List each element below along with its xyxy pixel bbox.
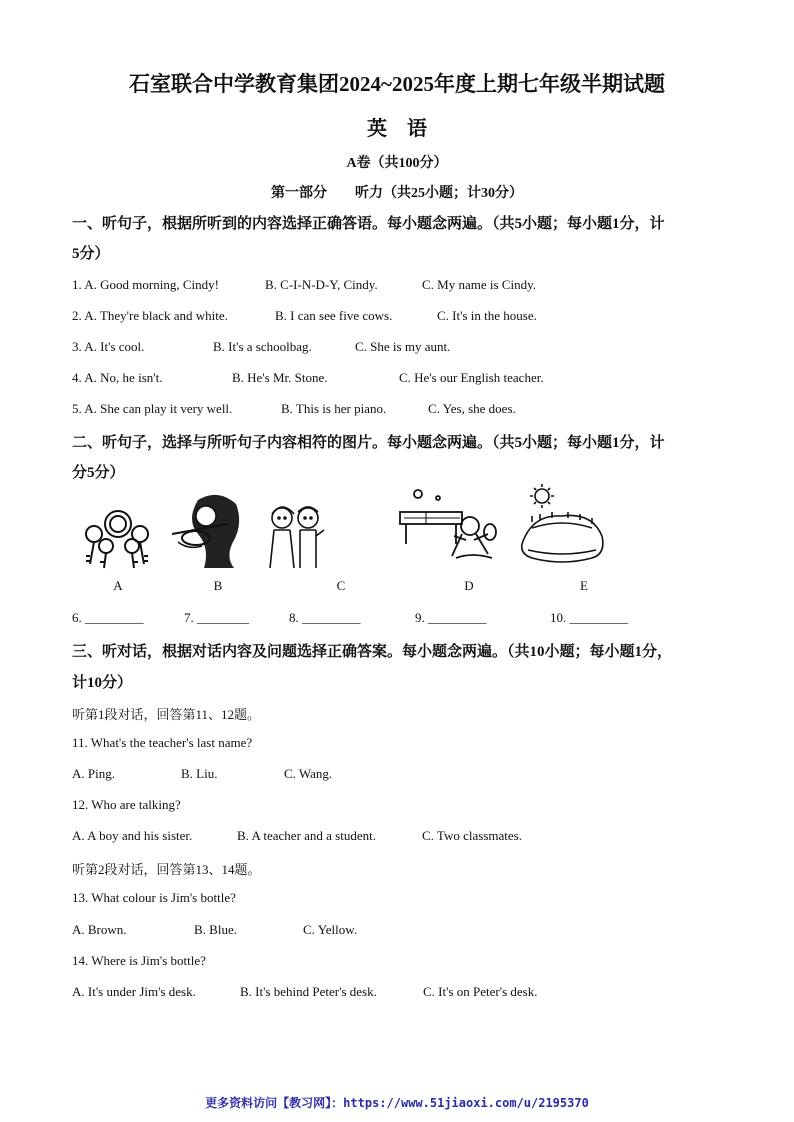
violin-player-icon xyxy=(168,490,248,570)
option-b: B. C-I-N-D-Y, Cindy. xyxy=(265,277,378,292)
q14-option-b: B. It's behind Peter's desk. xyxy=(240,984,377,999)
answer-blank-7[interactable]: 7. ________ xyxy=(184,610,249,625)
option-a: 4. A. No, he isn't. xyxy=(72,370,163,385)
q12-option-a: A. A boy and his sister. xyxy=(72,828,193,843)
ping-pong-icon xyxy=(396,488,506,570)
option-a: 2. A. They're black and white. xyxy=(72,308,228,323)
option-a: 3. A. It's cool. xyxy=(72,339,145,354)
picture-label-c: C xyxy=(336,578,346,593)
section3-heading-line2: 计10分） xyxy=(72,675,133,691)
part-title: 第一部分 听力（共25小题；计30分） xyxy=(271,186,523,201)
q12-option-b: B. A teacher and a student. xyxy=(237,828,376,843)
option-c: C. My name is Cindy. xyxy=(422,277,536,292)
q13-option-a: A. Brown. xyxy=(72,922,127,937)
question-14: 14. Where is Jim's bottle? xyxy=(72,953,206,968)
option-c: C. He's our English teacher. xyxy=(399,370,544,385)
island-sun-icon xyxy=(518,484,608,570)
picture-label-b: B xyxy=(213,578,223,593)
keys-icon xyxy=(78,506,158,570)
footer-link[interactable]: 更多资料访问【教习网】：https://www.51jiaoxi.com/u/2195370 xyxy=(205,1096,589,1110)
picture-label-a: A xyxy=(113,578,123,593)
option-b: B. I can see five cows. xyxy=(275,308,393,323)
question-11: 11. What's the teacher's last name? xyxy=(72,735,253,750)
option-b: B. It's a schoolbag. xyxy=(213,339,312,354)
option-c: C. Yes, she does. xyxy=(428,401,516,416)
q14-option-c: C. It's on Peter's desk. xyxy=(423,984,538,999)
two-kids-icon xyxy=(264,500,324,570)
q13-option-c: C. Yellow. xyxy=(303,922,358,937)
question-12: 12. Who are talking? xyxy=(72,797,181,812)
q11-option-a: A. Ping. xyxy=(72,766,115,781)
picture-label-d: D xyxy=(464,578,474,593)
dialog1-intro: 听第1段对话，回答第11、12题。 xyxy=(72,707,261,722)
option-c: C. It's in the house. xyxy=(437,308,537,323)
section1-heading-line2: 5分） xyxy=(72,246,110,262)
option-c: C. She is my aunt. xyxy=(355,339,451,354)
section2-heading-line1: 二、听句子，选择与所听句子内容相符的图片。每小题念两遍。（共5小题；每小题1分，计 xyxy=(72,435,665,451)
answer-blank-6[interactable]: 6. _________ xyxy=(72,610,144,625)
option-b: B. This is her piano. xyxy=(281,401,387,416)
picture-label-e: E xyxy=(580,578,588,593)
section3-heading-line1: 三、听对话，根据对话内容及问题选择正确答案。每小题念两遍。（共10小题；每小题1分， xyxy=(72,644,673,660)
option-b: B. He's Mr. Stone. xyxy=(232,370,328,385)
subject-title: 英 语 xyxy=(367,118,427,140)
q11-option-b: B. Liu. xyxy=(181,766,218,781)
question-13: 13. What colour is Jim's bottle? xyxy=(72,890,236,905)
option-a: 5. A. She can play it very well. xyxy=(72,401,233,416)
answer-blank-9[interactable]: 9. _________ xyxy=(415,610,487,625)
answer-blank-8[interactable]: 8. _________ xyxy=(289,610,361,625)
q11-option-c: C. Wang. xyxy=(284,766,333,781)
answer-blank-10[interactable]: 10. _________ xyxy=(550,610,628,625)
q12-option-c: C. Two classmates. xyxy=(422,828,522,843)
q14-option-a: A. It's under Jim's desk. xyxy=(72,984,196,999)
volume-title: A卷（共100分） xyxy=(346,156,448,171)
q13-option-b: B. Blue. xyxy=(194,922,237,937)
option-a: 1. A. Good morning, Cindy! xyxy=(72,277,219,292)
page-title: 石室联合中学教育集团2024~2025年度上期七年级半期试题 xyxy=(129,72,665,96)
section2-heading-line2: 分5分） xyxy=(72,465,125,481)
dialog2-intro: 听第2段对话，回答第13、14题。 xyxy=(72,862,261,877)
section1-heading-line1: 一、听句子，根据所听到的内容选择正确答语。每小题念两遍。（共5小题；每小题1分，计 xyxy=(72,216,665,232)
